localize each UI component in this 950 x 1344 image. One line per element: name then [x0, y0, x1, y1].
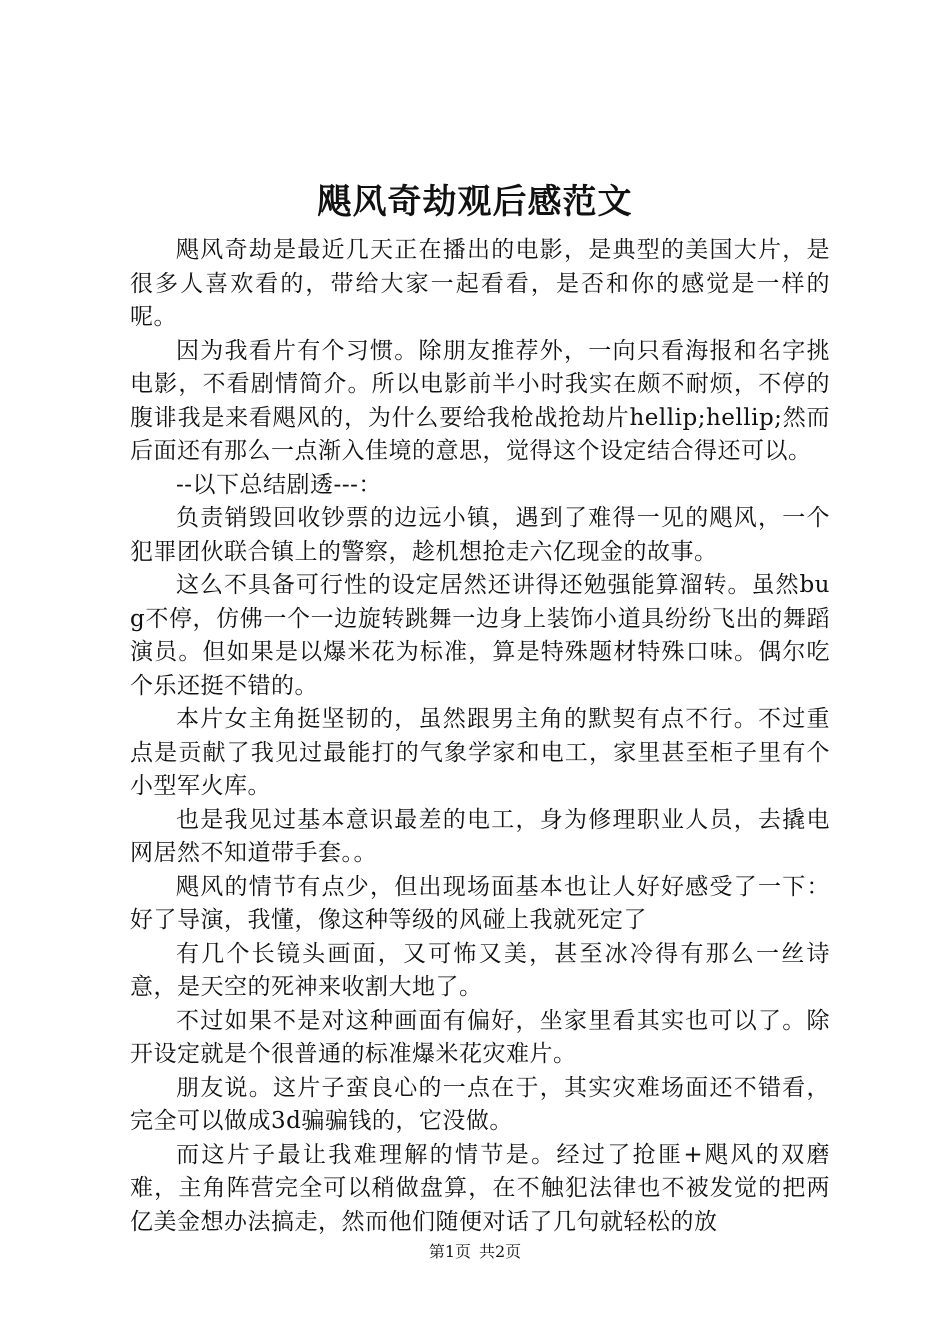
paragraph: 因为我看片有个习惯。除朋友推荐外，一向只看海报和名字挑电影，不看剧情简介。所以电影前半小时我实在颇不耐烦，不停的腹诽我是来看飓风的，为什么要给我枪战抢劫片hellip;hellip;然而后面还有那么一点渐入佳境的意思，觉得这个设定结合得还可以。 — [130, 337, 830, 464]
paragraph: 朋友说。这片子蛮良心的一点在于，其实灾难场面还不错看，完全可以做成3d骗骗钱的，它没做。 — [130, 1074, 830, 1134]
paragraph: 飓风的情节有点少，但出现场面基本也让人好好感受了一下：好了导演，我懂，像这种等级的风碰上我就死定了 — [130, 873, 830, 933]
document-title: 飓风奇劫观后感范文 — [317, 182, 633, 222]
paragraph: 飓风奇劫是最近几天正在播出的电影，是典型的美国大片，是很多人喜欢看的，带给大家一起看看，是否和你的感觉是一样的呢。 — [130, 237, 830, 330]
paragraph: 也是我见过基本意识最差的电工，身为修理职业人员，去撬电网居然不知道带手套。。 — [130, 806, 830, 866]
paragraph: 负责销毁回收钞票的边远小镇，遇到了难得一见的飓风，一个犯罪团伙联合镇上的警察，趁机想抢走六亿现金的故事。 — [130, 505, 830, 565]
document-body — [130, 234, 830, 1239]
paragraph: 不过如果不是对这种画面有偏好，坐家里看其实也可以了。除开设定就是个很普通的标准爆米花灾难片。 — [130, 1007, 830, 1067]
paragraph: 本片女主角挺坚韧的，虽然跟男主角的默契有点不行。不过重点是贡献了我见过最能打的气象学家和电工，家里甚至柜子里有个小型军火库。 — [130, 706, 830, 799]
page-footer — [0, 1240, 950, 1264]
page-number: 第1页 — [428, 1242, 471, 1261]
paragraph: 而这片子最让我难理解的情节是。经过了抢匪+飓风的双磨难，主角阵营完全可以稍做盘算，在不触犯法律也不被发觉的把两亿美金想办法搞走，然而他们随便对话了几句就轻松的放 — [130, 1141, 830, 1235]
paragraph: 这么不具备可行性的设定居然还讲得还勉强能算溜转。虽然bug不停，仿佛一个一边旋转跳舞一边身上装饰小道具纷纷飞出的舞蹈演员。但如果是以爆米花为标准，算是特殊题材特殊口味。偶尔吃个乐还挺不错的。 — [130, 572, 830, 699]
spoiler-divider: --以下总结剧透---： — [176, 471, 382, 498]
page-count: 共2页 — [479, 1242, 522, 1261]
paragraph: 有几个长镜头画面，又可怖又美，甚至冰冷得有那么一丝诗意，是天空的死神来收割大地了。 — [130, 940, 830, 1000]
